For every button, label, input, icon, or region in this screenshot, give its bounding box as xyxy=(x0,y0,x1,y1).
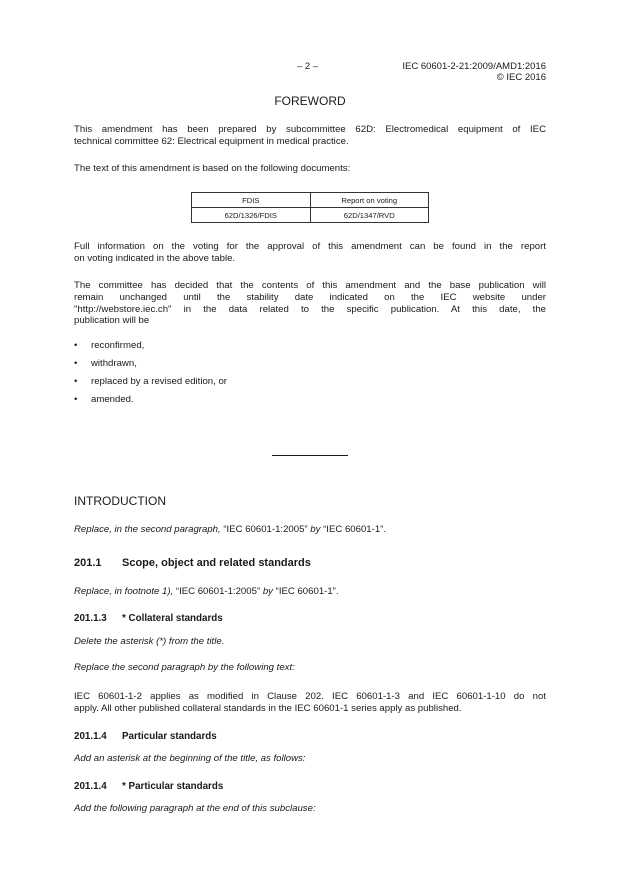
section-instruction: Add an asterisk at the beginning of the title, as follows: xyxy=(74,753,306,764)
section-heading-201-1-4-revised xyxy=(74,781,223,792)
text-line: on voting indicated in the above table. xyxy=(74,252,236,264)
text-line: IEC 60601-1-2 applies as modified in Clause 202. IEC 60601-1-3 and IEC 60601-1-10 do not xyxy=(74,691,546,702)
table-header-row xyxy=(192,193,429,208)
instruction-quote: “IEC 60601-1”. xyxy=(272,586,339,597)
bullet-icon: • xyxy=(74,394,78,405)
table-row xyxy=(192,208,429,223)
table-header-report: Report on voting xyxy=(310,193,429,208)
section-heading-201-1 xyxy=(74,557,311,569)
text-line: The committee has decided that the contents of this amendment and the base publication will xyxy=(74,280,546,291)
section-number: 201.1 xyxy=(74,557,102,569)
section-heading-201-1-3 xyxy=(74,613,223,624)
instruction-text: by xyxy=(262,586,273,597)
list-item-text: amended. xyxy=(91,394,134,405)
text-line: remain unchanged until the stability date indicated on the IEC website under xyxy=(74,291,546,303)
copyright: © IEC 2016 xyxy=(496,72,546,83)
section-title: Particular standards xyxy=(122,731,217,742)
text-line: Full information on the voting for the approval of this amendment can be found in the report xyxy=(74,241,546,252)
bullet-icon: • xyxy=(74,340,78,351)
text-line: "http://webstore.iec.ch" in the data related to the specific publication. At this date, the xyxy=(74,303,546,315)
list-item xyxy=(74,340,144,352)
introduction-title: INTRODUCTION xyxy=(74,494,166,508)
table-cell-fdis: 62D/1326/FDIS xyxy=(192,208,311,223)
section-title: * Collateral standards xyxy=(122,613,223,624)
section-number: 201.1.4 xyxy=(74,731,107,742)
foreword-paragraph-4 xyxy=(74,280,546,327)
separator-rule xyxy=(272,455,348,456)
table-cell-rvd: 62D/1347/RVD xyxy=(310,208,429,223)
section-title: * Particular standards xyxy=(122,781,224,792)
foreword-paragraph-3 xyxy=(74,241,546,265)
text-line: publication will be xyxy=(74,315,150,327)
list-item-text: withdrawn, xyxy=(91,358,137,369)
section-instruction xyxy=(74,586,546,598)
section-title: Scope, object and related standards xyxy=(122,557,311,569)
text-line: This amendment has been prepared by subcommittee 62D: Electromedical equipment of IEC xyxy=(74,124,546,135)
instruction-quote: “IEC 60601-1”. xyxy=(320,524,387,535)
list-item-text: reconfirmed, xyxy=(91,340,145,351)
list-item-text: replaced by a revised edition, or xyxy=(91,376,227,387)
section-heading-201-1-4 xyxy=(74,731,217,742)
bullet-icon: • xyxy=(74,358,78,369)
instruction-quote: “IEC 60601-1:2005” xyxy=(173,586,263,597)
section-instruction: Delete the asterisk (*) from the title. xyxy=(74,636,225,647)
list-item xyxy=(74,394,134,406)
bullet-icon: • xyxy=(74,376,78,387)
instruction-text: Replace, in footnote 1), xyxy=(74,586,174,597)
text-line: technical committee 62: Electrical equipment in medical practice. xyxy=(74,135,349,147)
foreword-paragraph-1 xyxy=(74,124,546,148)
page-number: – 2 – xyxy=(297,61,319,72)
section-body-text xyxy=(74,691,546,715)
section-number: 201.1.4 xyxy=(74,781,107,792)
list-item xyxy=(74,358,137,370)
instruction-text: by xyxy=(310,524,321,535)
instruction-text: Replace, in the second paragraph, xyxy=(74,524,221,535)
text-line: apply. All other published collateral standards in the IEC 60601-1 series apply as published. xyxy=(74,702,462,714)
voting-table xyxy=(191,192,429,223)
document-id: IEC 60601-2-21:2009/AMD1:2016 xyxy=(402,61,546,72)
section-number: 201.1.3 xyxy=(74,613,107,624)
foreword-title: FOREWORD xyxy=(274,94,346,108)
section-instruction: Replace the second paragraph by the following text: xyxy=(74,662,295,673)
instruction-quote: “IEC 60601-1:2005” xyxy=(220,524,311,535)
introduction-instruction xyxy=(74,524,546,536)
section-instruction: Add the following paragraph at the end of this subclause: xyxy=(74,803,316,814)
list-item xyxy=(74,376,227,388)
table-header-fdis: FDIS xyxy=(192,193,311,208)
foreword-paragraph-2: The text of this amendment is based on the following documents: xyxy=(74,163,351,174)
